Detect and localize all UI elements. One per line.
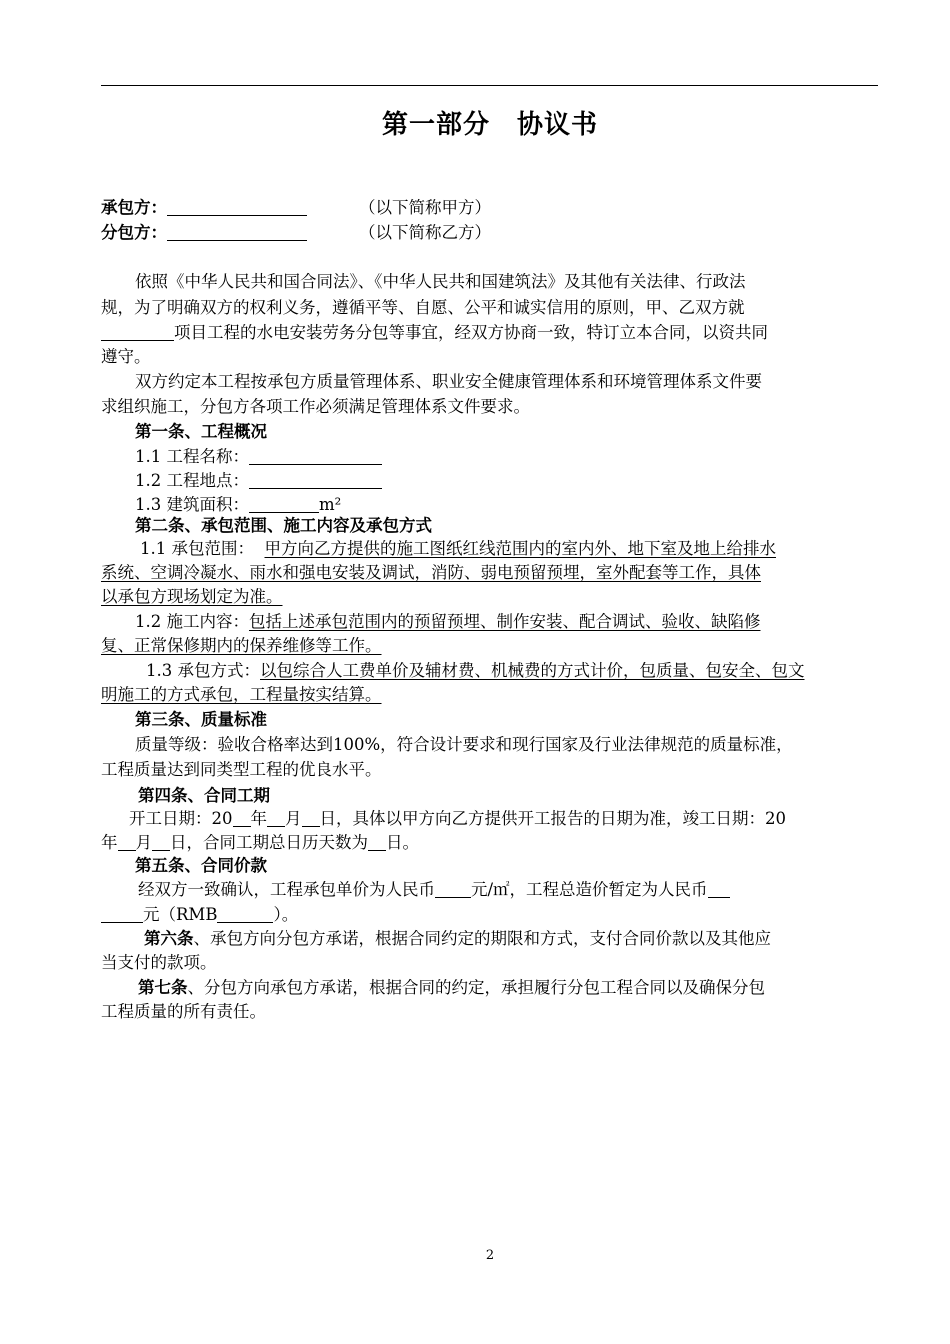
building-area-blank	[249, 496, 319, 513]
end-day-blank	[152, 834, 170, 851]
party-a-note: （以下简称甲方）	[359, 198, 491, 217]
party-b-label: 分包方：	[101, 223, 167, 242]
price-line	[138, 879, 730, 901]
page-number: 2	[485, 1248, 495, 1263]
party-a-blank	[167, 199, 307, 216]
method-label: 1.3 承包方式：	[146, 661, 260, 680]
quality-line: 工程质量达到同类型工程的优良水平。	[101, 760, 382, 779]
header-rule	[101, 85, 878, 86]
method-row	[146, 660, 805, 682]
content-row	[135, 611, 761, 633]
intro-line-with-blank	[101, 322, 768, 344]
start-month-blank	[267, 810, 285, 827]
article-1-heading: 第一条、工程概况	[135, 422, 267, 441]
method-text: 明施工的方式承包，工程量按实结算。	[101, 685, 382, 704]
total-price-blank	[708, 881, 730, 898]
method-text: 以包综合人工费单价及辅材费、机械费的方式计价，包质量、包安全、包文	[260, 661, 805, 680]
article-6-text: 当支付的款项。	[101, 953, 217, 972]
article-7-heading: 第七条	[138, 978, 188, 997]
scope-text: 系统、空调冷凝水、雨水和强电安装及调试，消防、弱电预留预埋，室外配套等工作，具体	[101, 563, 761, 582]
article-2-heading: 第二条、承包范围、施工内容及承包方式	[135, 516, 432, 535]
intro-line: 依照《中华人民共和国合同法》、《中华人民共和国建筑法》及其他有关法律、行政法	[135, 272, 746, 291]
intro-line: 规，为了明确双方的权利义务，遵循平等、自愿、公平和诚实信用的原则，甲、乙双方就	[101, 298, 745, 317]
article-4-heading: 第四条、合同工期	[138, 786, 270, 805]
article-6-line	[144, 928, 771, 950]
article-6-heading: 第六条	[144, 929, 194, 948]
scope-label: 1.1 承包范围：	[140, 539, 254, 558]
price-text: 元（RMB	[143, 905, 218, 924]
content-text: 包括上述承包范围内的预留预埋、制作安装、配合调试、验收、缺陷修	[249, 612, 761, 631]
unit-price-blank	[435, 881, 471, 898]
schedule-text: 日，合同工期总日历天数为	[170, 833, 368, 852]
content-label: 1.2 施工内容：	[135, 612, 249, 631]
building-area-row	[135, 494, 341, 516]
project-name-label: 1.1 工程名称：	[135, 447, 249, 466]
schedule-line	[129, 808, 786, 830]
party-b-note: （以下简称乙方）	[359, 223, 491, 242]
scope-row	[140, 538, 776, 560]
schedule-text: 月	[285, 809, 302, 828]
scope-text: 甲方向乙方提供的施工图纸红线范围内的室内外、地下室及地上给排水	[264, 539, 776, 558]
price-text: 元/㎡，工程总造价暂定为人民币	[471, 880, 708, 899]
party-a-label: 承包方：	[101, 198, 167, 217]
intro-line: 求组织施工，分包方各项工作必须满足管理体系文件要求。	[101, 397, 530, 416]
total-days-blank	[368, 834, 386, 851]
scope-text: 以承包方现场划定为准。	[101, 587, 283, 606]
article-5-heading: 第五条、合同价款	[135, 856, 267, 875]
page-title: 第一部分 协议书	[381, 110, 598, 140]
intro-line: 双方约定本工程按承包方质量管理体系、职业安全健康管理体系和环境管理体系文件要	[135, 372, 762, 391]
project-name-row	[135, 446, 382, 468]
intro-line: 遵守。	[101, 347, 151, 366]
schedule-text: 年	[101, 833, 118, 852]
project-location-label: 1.2 工程地点：	[135, 471, 249, 490]
project-name-blank	[249, 448, 382, 465]
article-6-text: 、承包方向分包方承诺，根据合同约定的期限和方式，支付合同价款以及其他应	[193, 929, 771, 948]
end-month-blank	[118, 834, 136, 851]
schedule-text: 开工日期：20	[129, 809, 233, 828]
article-3-heading: 第三条、质量标准	[135, 710, 267, 729]
intro-line-text: 项目工程的水电安装劳务分包等事宜，经双方协商一致，特订立本合同，以资共同	[174, 323, 768, 342]
schedule-text: 日，具体以甲方向乙方提供开工报告的日期为准，竣工日期：20	[319, 809, 786, 828]
start-day-blank	[302, 810, 320, 827]
schedule-line	[101, 832, 419, 854]
schedule-text: 年	[250, 809, 267, 828]
project-location-blank	[249, 472, 382, 489]
price-line	[101, 904, 298, 926]
quality-line: 质量等级：验收合格率达到100%，符合设计要求和现行国家及行业法律规范的质量标准，	[135, 735, 793, 754]
project-blank	[101, 324, 174, 341]
price-text: ）。	[273, 905, 299, 924]
rmb-blank	[217, 906, 273, 923]
content-text: 复、正常保修期内的保养维修等工作。	[101, 636, 382, 655]
project-location-row	[135, 470, 382, 492]
building-area-label: 1.3 建筑面积：	[135, 495, 249, 514]
total-price-blank-cont	[101, 906, 143, 923]
party-b-row	[101, 222, 307, 244]
start-year-blank	[233, 810, 251, 827]
area-unit: m²	[319, 495, 342, 514]
party-b-blank	[167, 224, 307, 241]
schedule-text: 月	[135, 833, 152, 852]
schedule-text: 日。	[386, 833, 419, 852]
article-7-line	[138, 977, 765, 999]
article-7-text: 工程质量的所有责任。	[101, 1002, 266, 1021]
party-a-row	[101, 197, 307, 219]
price-text: 经双方一致确认，工程承包单价为人民币	[138, 880, 435, 899]
article-7-text: 、分包方向承包方承诺，根据合同的约定，承担履行分包工程合同以及确保分包	[187, 978, 765, 997]
